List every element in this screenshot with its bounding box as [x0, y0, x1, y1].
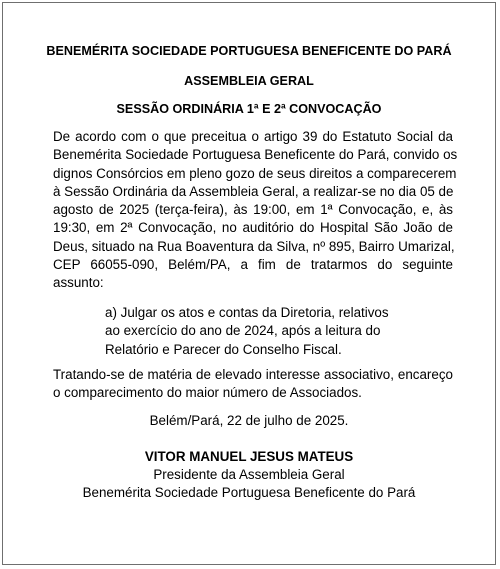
- signature-organization: Benemérita Sociedade Portuguesa Beneficente do Pará: [82, 485, 416, 500]
- closing-line: Tratando-se de matéria de elevado interesse associativo, encareço: [53, 367, 453, 382]
- signature-title: Presidente da Assembleia Geral: [153, 467, 345, 482]
- organization-heading: BENEMÉRITA SOCIEDADE PORTUGUESA BENEFICENTE DO PARÁ: [46, 44, 452, 58]
- assembly-heading: ASSEMBLEIA GERAL: [184, 74, 314, 88]
- document-page: [2, 2, 496, 565]
- intro-line: 19:30, em 2ª Convocação, no auditório do Hospital São João de: [53, 220, 453, 236]
- agenda-item-line: Relatório e Parecer do Conselho Fiscal.: [105, 341, 342, 357]
- intro-line: assunto:: [53, 275, 104, 291]
- closing-line: o comparecimento do maior número de Associados.: [53, 385, 362, 401]
- intro-line: dignos Consórcios em pleno gozo de seus direitos a comparecerem: [53, 165, 457, 181]
- intro-paragraph: [53, 128, 458, 293]
- signature-name: VITOR MANUEL JESUS MATEUS: [144, 449, 354, 464]
- intro-line: agosto de 2025 (terça-feira), às 19:00, em 1ª Convocação, e, às: [53, 202, 453, 218]
- agenda-item: [105, 304, 405, 359]
- place-date: Belém/Pará, 22 de julho de 2025.: [149, 413, 349, 428]
- intro-line: Benemérita Sociedade Portuguesa Beneficente do Pará, convido os: [53, 147, 458, 163]
- intro-line: CEP 66055-090, Belém/PA, a fim de tratarmos do seguinte: [53, 257, 453, 273]
- intro-line: à Sessão Ordinária da Assembleia Geral, a realizar-se no dia 05 de: [53, 183, 454, 199]
- session-heading: SESSÃO ORDINÁRIA 1ª E 2ª CONVOCAÇÃO: [116, 102, 382, 116]
- intro-line: De acordo com o que preceitua o artigo 39 do Estatuto Social da: [53, 129, 453, 144]
- intro-line: Deus, situado na Rua Boaventura da Silva, nº 895, Bairro Umarizal,: [53, 238, 455, 254]
- agenda-item-line: a) Julgar os atos e contas da Diretoria, relativos: [105, 305, 389, 320]
- agenda-item-line: ao exercício do ano de 2024, após a leitura do: [105, 323, 381, 339]
- closing-paragraph: [53, 366, 453, 403]
